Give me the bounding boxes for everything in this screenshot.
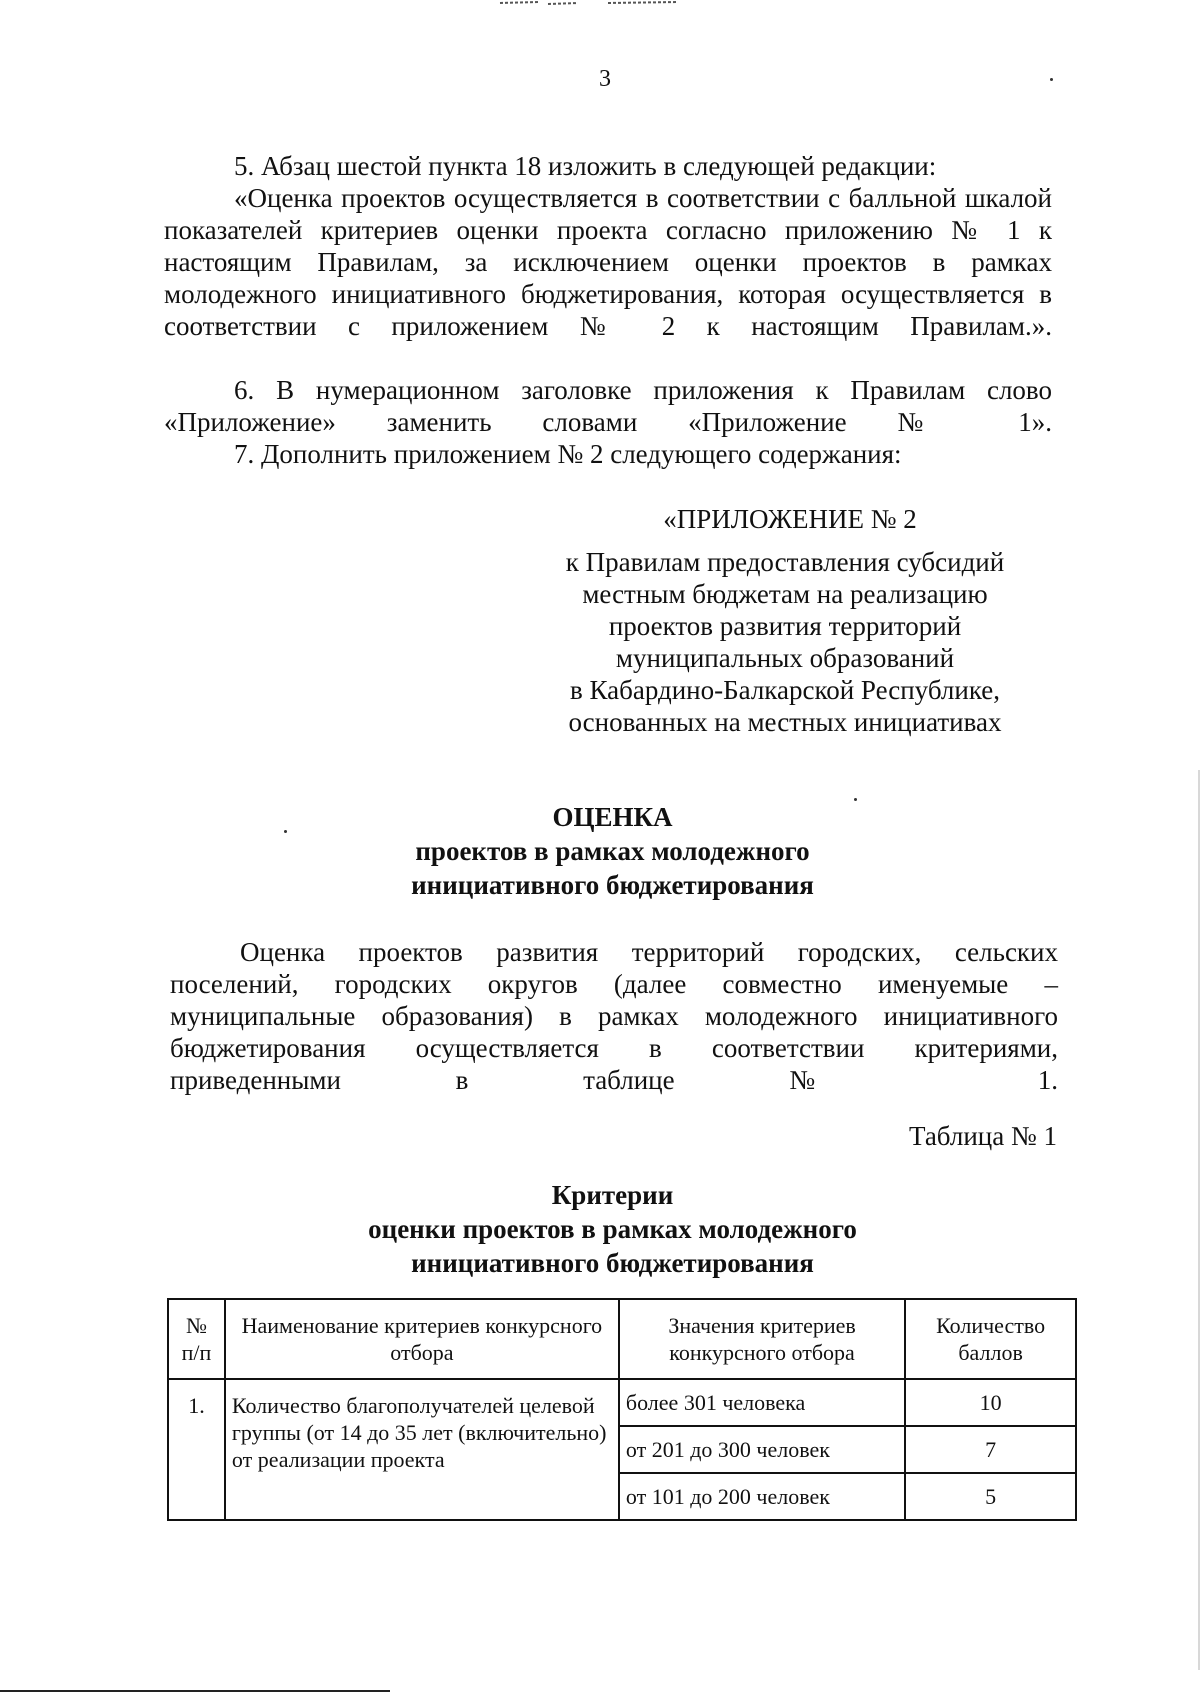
appendix-line: проектов развития территорий bbox=[608, 611, 962, 641]
criteria-value: от 101 до 200 человек bbox=[619, 1473, 905, 1520]
scan-artifact-top bbox=[498, 0, 698, 6]
header-criteria-name: Наименование критериев конкурсного отбора bbox=[225, 1299, 619, 1379]
item-6: 6. В нумерационном заголовке приложения к Правилам слово «Приложение» заменить словами «Приложение № 1». bbox=[164, 375, 1052, 437]
scan-artifact-bottom bbox=[0, 1690, 390, 1692]
item-7: 7. Дополнить приложением № 2 следующего содержания: bbox=[234, 439, 902, 469]
appendix-line: к Правилам предоставления субсидий bbox=[565, 547, 1005, 577]
table-header-row bbox=[168, 1299, 1076, 1379]
header-score: Количество баллов bbox=[905, 1299, 1076, 1379]
criteria-score: 7 bbox=[905, 1426, 1076, 1473]
criteria-score: 5 bbox=[905, 1473, 1076, 1520]
appendix-heading: «ПРИЛОЖЕНИЕ № 2 bbox=[663, 504, 917, 534]
assessment-subtitle-line: инициативного бюджетирования bbox=[411, 870, 814, 900]
table-label: Таблица № 1 bbox=[909, 1121, 1057, 1151]
criteria-score: 10 bbox=[905, 1379, 1076, 1426]
appendix-line: основанных на местных инициативах bbox=[568, 707, 1002, 737]
criteria-table bbox=[167, 1298, 1077, 1521]
item-5-body: «Оценка проектов осуществляется в соответствии с балльной шкалой показателей критериев оценки проекта согласно приложению № 1 к настоящим Правилам, за исключением оценки проектов в рамках молодежного инициативного бюджетирования, которая осуществляется в соответствии с приложением № 2 к настоящим Правилам.». bbox=[164, 183, 1052, 341]
assessment-title: ОЦЕНКА bbox=[552, 802, 673, 832]
criteria-subtitle-line: инициативного бюджетирования bbox=[411, 1248, 814, 1278]
row-num: 1. bbox=[168, 1379, 225, 1520]
appendix-line: муниципальных образований bbox=[615, 643, 955, 673]
criteria-value: от 201 до 300 человек bbox=[619, 1426, 905, 1473]
appendix-subtitle bbox=[540, 546, 1030, 738]
assessment-body: Оценка проектов развития территорий городских, сельских поселений, городских округов (далее совместно именуемые – муниципальные образования) в рамках молодежного инициативного бюджетирования осуществляется в соответствии критериями, приведенными в таблице № 1. bbox=[170, 937, 1058, 1095]
appendix-line: местным бюджетам на реализацию bbox=[582, 579, 988, 609]
criteria-title: Критерии bbox=[551, 1180, 674, 1210]
header-criteria-values: Значения критериев конкурсного отбора bbox=[619, 1299, 905, 1379]
row-criteria-name: Количество благополучателей целевой группы (от 14 до 35 лет (включительно) от реализации проекта bbox=[225, 1379, 619, 1520]
appendix-line: в Кабардино-Балкарской Республике, bbox=[569, 675, 1000, 705]
header-num: № п/п bbox=[168, 1299, 225, 1379]
item-5-title: 5. Абзац шестой пункта 18 изложить в следующей редакции: bbox=[234, 151, 937, 181]
table-row bbox=[168, 1379, 1076, 1426]
criteria-value: более 301 человека bbox=[619, 1379, 905, 1426]
assessment-subtitle-line: проектов в рамках молодежного bbox=[415, 836, 810, 866]
criteria-subtitle-line: оценки проектов в рамках молодежного bbox=[368, 1214, 857, 1244]
page-number: 3 bbox=[599, 66, 611, 92]
